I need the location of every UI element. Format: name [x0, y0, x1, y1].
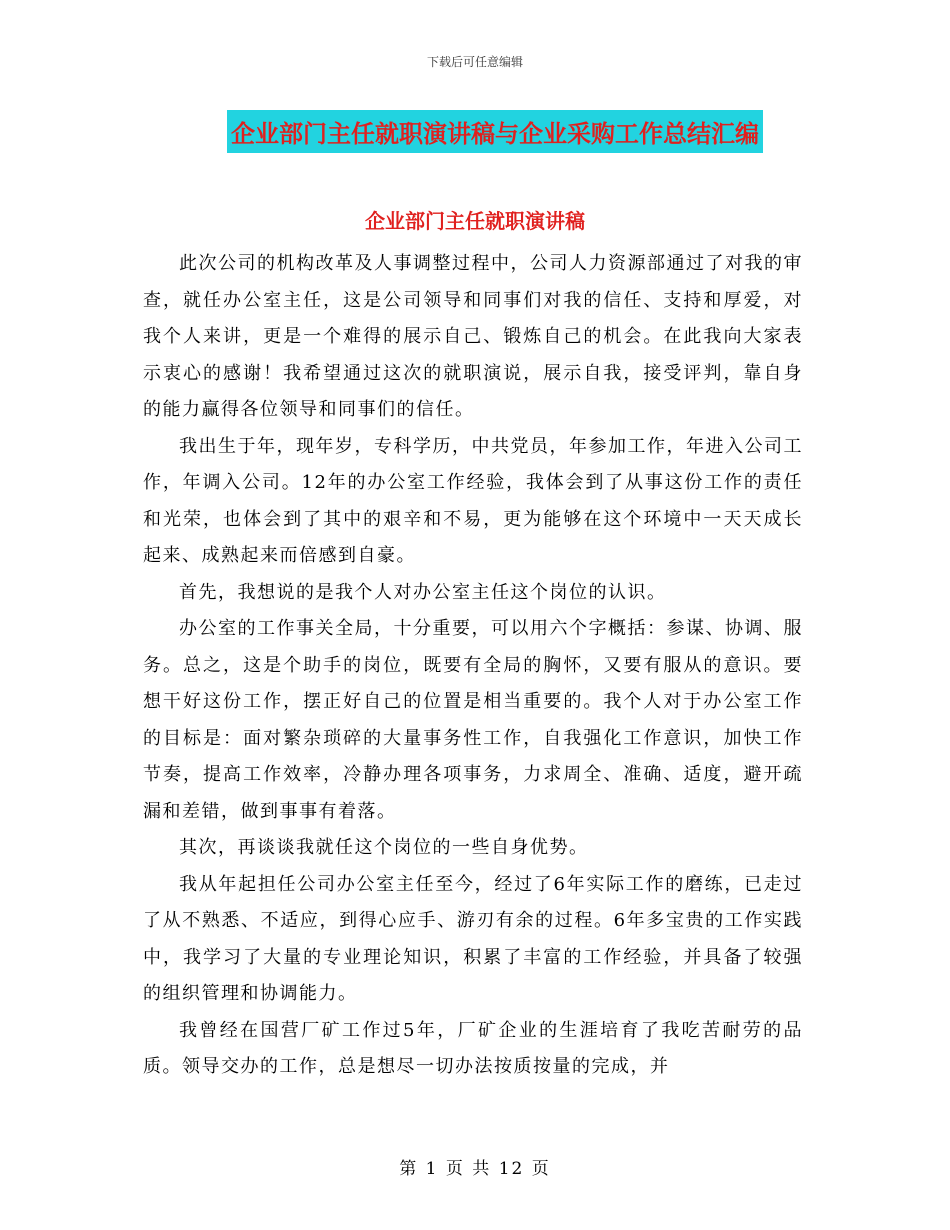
main-title-wrap [0, 110, 950, 153]
paragraph: 我曾经在国营厂矿工作过5年，厂矿企业的生涯培育了我吃苦耐劳的品质。领导交办的工作，总是想尽一切办法按质按量的完成，并 [143, 1019, 803, 1077]
paragraph: 办公室的工作事关全局，十分重要，可以用六个字概括：参谋、协调、服务。总之，这是个助手的岗位，既要有全局的胸怀，又要有服从的意识。要想干好这份工作，摆正好自己的位置是相当重要的。我个人对于办公室工作的目标是：面对繁杂琐碎的大量事务性工作，自我强化工作意识，加快工作节奏，提高工作效率，冷静办理各项事务，力求周全、准确、适度，避开疏漏和差错，做到事事有着落。 [143, 618, 803, 822]
paragraph: 我出生于年，现年岁，专科学历，中共党员，年参加工作，年进入公司工作，年调入公司。12年的办公室工作经验，我体会到了从事这份工作的责任和光荣，也体会到了其中的艰辛和不易，更为能够在这个环境中一天天成长起来、成熟起来而倍感到自豪。 [143, 435, 803, 566]
page-footer: 第 1 页 共 12 页 [399, 1159, 551, 1179]
document-main-title: 企业部门主任就职演讲稿与企业采购工作总结汇编 [227, 110, 763, 153]
header-note: 下载后可任意编辑 [426, 55, 523, 69]
paragraph: 其次，再谈谈我就任这个岗位的一些自身优势。 [179, 837, 589, 858]
body-text [143, 246, 803, 1086]
paragraph: 此次公司的机构改革及人事调整过程中，公司人力资源部通过了对我的审查，就任办公室主任，这是公司领导和同事们对我的信任、支持和厚爱，对我个人来讲，更是一个难得的展示自己、锻炼自己的机会。在此我向大家表示衷心的感谢！我希望通过这次的就职演说，展示自我，接受评判，靠自身的能力赢得各位领导和同事们的信任。 [143, 253, 803, 420]
section-title: 企业部门主任就职演讲稿 [365, 209, 585, 233]
paragraph: 我从年起担任公司办公室主任至今，经过了6年实际工作的磨练，已走过了从不熟悉、不适应，到得心应手、游刃有余的过程。6年多宝贵的工作实践中，我学习了大量的专业理论知识，积累了丰富的工作经验，并具备了较强的组织管理和协调能力。 [143, 873, 803, 1004]
paragraph: 首先，我想说的是我个人对办公室主任这个岗位的认识。 [179, 581, 667, 603]
